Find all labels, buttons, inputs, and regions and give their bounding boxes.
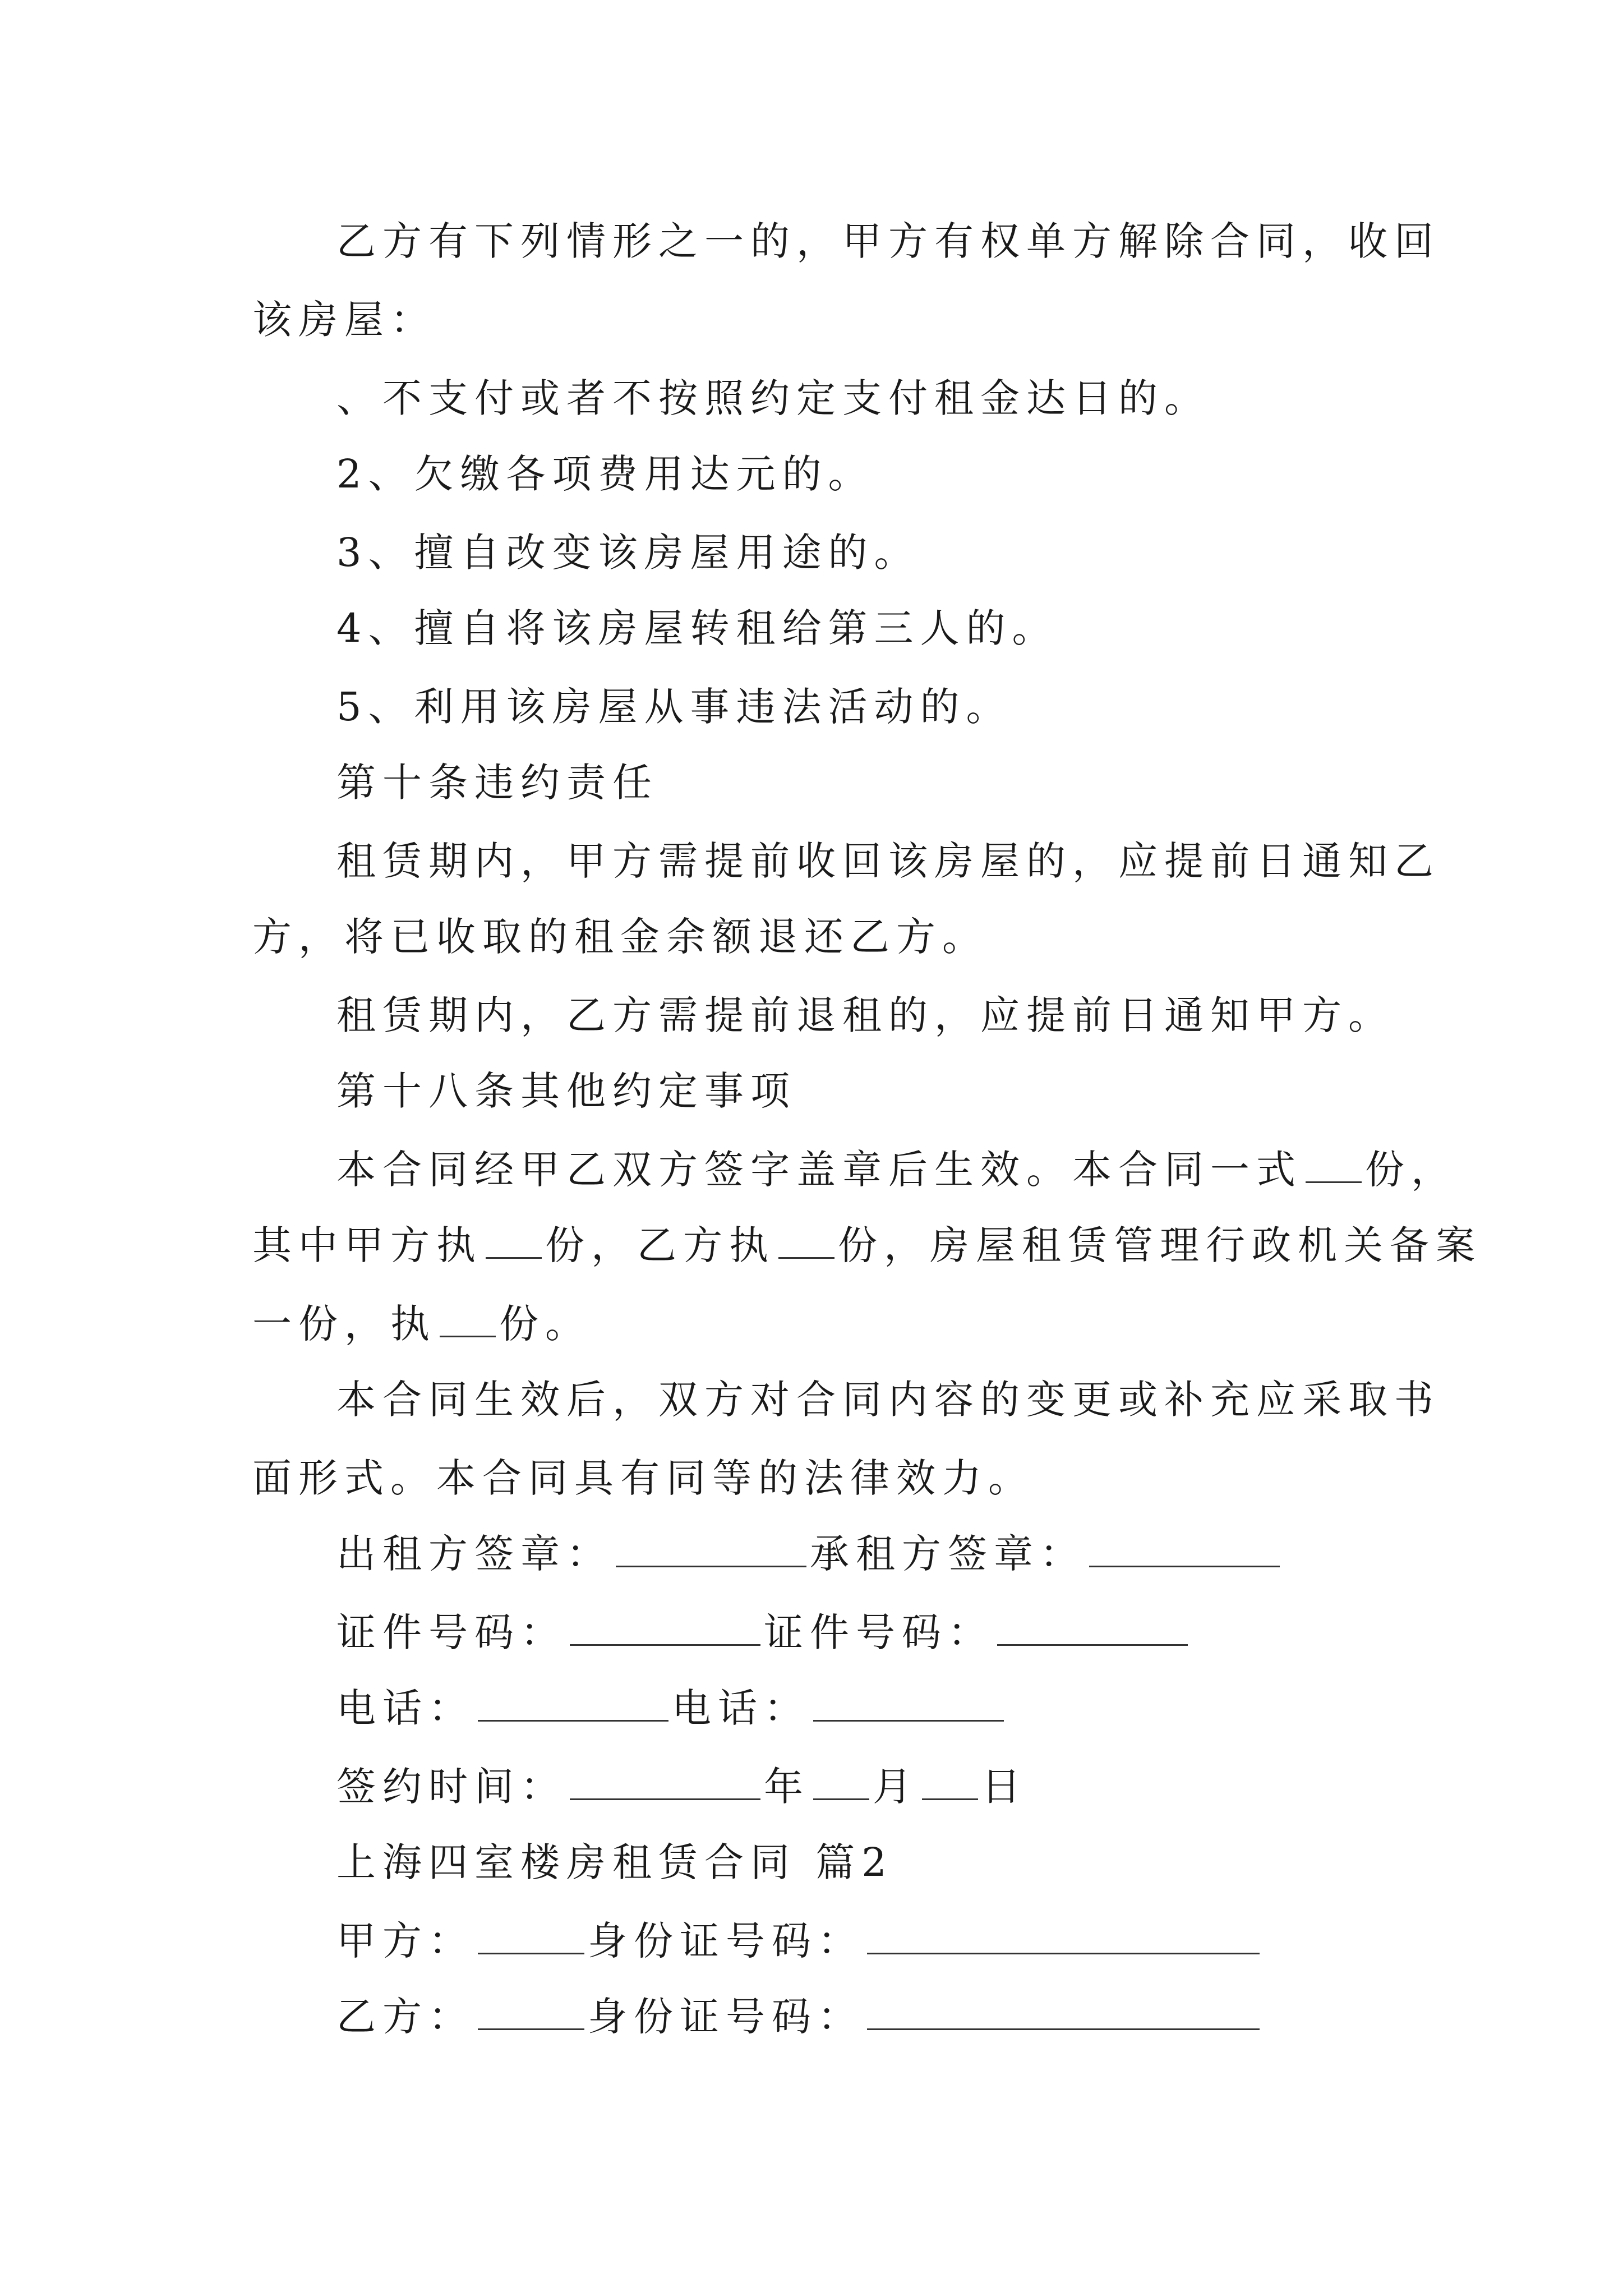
phone-row — [336, 1686, 1007, 1731]
paragraph-line: 面形式。本合同具有同等的法律效力。 — [252, 1455, 1034, 1501]
section-title: 上海四室楼房租赁合同 篇2 — [336, 1839, 893, 1885]
id-blank — [997, 1611, 1188, 1646]
text: 份，房屋租赁管理行政机关备案 — [838, 1222, 1482, 1268]
phone-label: 电话： — [336, 1685, 474, 1731]
party-a-blank — [478, 1919, 584, 1954]
paragraph-line: 方，将已收取的租金余额退还乙方。 — [252, 914, 988, 960]
lessee-sign-blank — [1089, 1532, 1280, 1567]
text: 其中甲方执 — [252, 1222, 482, 1268]
year-blank — [570, 1765, 760, 1800]
sign-date-row — [336, 1764, 1027, 1809]
paragraph-line: 租赁期内，甲方需提前收回该房屋的，应提前日通知乙 — [336, 838, 1440, 884]
year-label: 年 — [764, 1764, 810, 1810]
lessor-sign-blank — [616, 1532, 806, 1567]
paragraph-line: 乙方有下列情形之一的，甲方有权单方解除合同，收回 — [336, 218, 1440, 264]
month-label: 月 — [873, 1764, 919, 1810]
fill-blank — [778, 1223, 834, 1259]
list-item: 5、利用该房屋从事违法活动的。 — [336, 684, 1012, 730]
id-label: 证件号码： — [764, 1609, 994, 1655]
section-heading: 第十条违约责任 — [336, 760, 658, 806]
list-item: 3、擅自改变该房屋用途的。 — [336, 530, 920, 576]
copies-clause-line-2 — [252, 1223, 1482, 1268]
copies-clause-line-3 — [252, 1301, 591, 1346]
sign-time-label: 签约时间： — [336, 1764, 566, 1810]
fill-blank — [1306, 1148, 1362, 1183]
party-b-row — [336, 1994, 1263, 2039]
phone-blank — [478, 1686, 668, 1722]
paragraph-line: 该房屋： — [252, 297, 436, 343]
list-item: 2、欠缴各项费用达元的。 — [336, 451, 874, 497]
id-card-label: 身份证号码： — [588, 1994, 864, 2040]
text: 本合同经甲乙双方签字盖章后生效。本合同一式 — [336, 1147, 1302, 1193]
lessee-sign-label: 承租方签章： — [810, 1531, 1086, 1577]
signature-row — [336, 1531, 1283, 1576]
id-card-blank — [867, 1995, 1260, 2030]
section-heading: 第十八条其他约定事项 — [336, 1068, 796, 1114]
paragraph-line: 本合同生效后，双方对合同内容的变更或补充应采取书 — [336, 1377, 1440, 1423]
party-a-row — [336, 1918, 1263, 1963]
id-card-label: 身份证号码： — [588, 1918, 864, 1964]
id-card-blank — [867, 1919, 1260, 1954]
party-a-label: 甲方： — [336, 1918, 474, 1964]
fill-blank — [440, 1302, 496, 1337]
paragraph-line: 租赁期内，乙方需提前退租的，应提前日通知甲方。 — [336, 992, 1394, 1038]
id-number-row — [336, 1610, 1191, 1655]
party-b-blank — [478, 1995, 584, 2030]
phone-label: 电话： — [672, 1685, 810, 1731]
fill-blank — [486, 1223, 542, 1259]
day-label: 日 — [981, 1764, 1027, 1810]
party-b-label: 乙方： — [336, 1994, 474, 2040]
id-blank — [570, 1611, 760, 1646]
text: 一份，执 — [252, 1301, 436, 1347]
text: 份， — [1365, 1147, 1457, 1193]
day-blank — [922, 1765, 978, 1800]
list-item: 4、擅自将该房屋转租给第三人的。 — [336, 605, 1058, 651]
copies-clause-line-1 — [336, 1147, 1457, 1192]
phone-blank — [813, 1686, 1004, 1722]
list-item: 、不支付或者不按照约定支付租金达日的。 — [336, 375, 1210, 421]
text: 份，乙方执 — [545, 1222, 775, 1268]
id-label: 证件号码： — [336, 1609, 566, 1655]
text: 份。 — [499, 1301, 591, 1347]
month-blank — [813, 1765, 869, 1800]
lessor-sign-label: 出租方签章： — [336, 1531, 612, 1577]
